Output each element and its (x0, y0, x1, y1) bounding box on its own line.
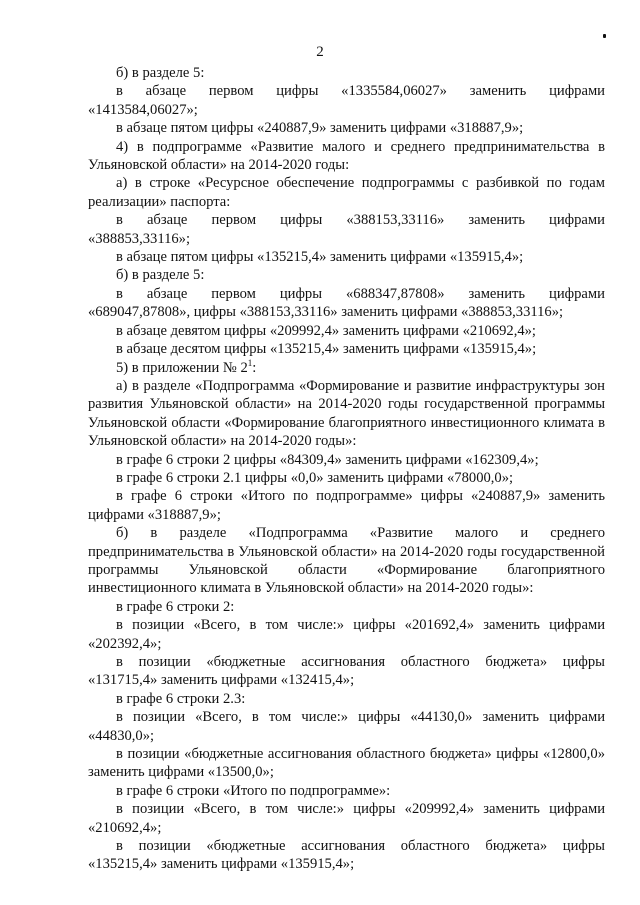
paragraph: а) в разделе «Подпрограмма «Формирование и развитие инфраструктуры зон развития Ульяновской области» на 2014-2020 годы государственной программы Ульяновской области «Формирование благоприятного инвестиционного климата в Ульяновской области» на 2014-2020 годы»: (88, 377, 605, 450)
word: первом (208, 83, 254, 100)
paragraph (88, 359, 605, 377)
paragraph: б) в разделе 5: (116, 65, 205, 81)
scan-mark (603, 34, 606, 38)
word: заменить (468, 285, 526, 302)
word: заменить (469, 83, 527, 100)
word: в (116, 212, 123, 229)
paragraph: б) в разделе 5: (116, 267, 205, 284)
footnote-superscript: 1 (247, 357, 253, 368)
paragraph: 4) в подпрограмме «Развитие малого и среднего предпринимательства в Ульяновской области» на 2014-2020 годы: (88, 138, 605, 174)
paragraph: в графе 6 строки 2.3: (116, 690, 246, 707)
word: цифры (280, 212, 323, 229)
paragraph: в позиции «бюджетные ассигнования областного бюджета» цифры «131715,4» заменить цифрами «132415,4»; (88, 654, 605, 689)
word: «388153,33116» (346, 212, 445, 229)
paragraph: в графе 6 строки 2 цифры «84309,4» заменить цифрами «162309,4»; (116, 451, 539, 468)
word: цифрами (549, 83, 605, 100)
word: первом (211, 285, 256, 302)
word: цифры (276, 83, 319, 100)
word: первом (211, 212, 257, 229)
paragraph: в абзаце пятом цифры «135215,4» заменить цифрами «135915,4»; (116, 249, 524, 266)
word: цифрами (549, 285, 605, 302)
paragraph: в позиции «бюджетные ассигнования областного бюджета» цифры «135215,4» заменить цифрами «135915,4»; (88, 838, 605, 873)
paragraph-spread-line (88, 211, 605, 229)
paragraph: в позиции «Всего, в том числе:» цифры «209992,4» заменить цифрами «210692,4»; (88, 801, 605, 836)
paragraph: б) в разделе «Подпрограмма «Развитие малого и среднего предпринимательства в Ульяновской области» на 2014-2020 годы государственной программы Ульяновской области «Формирование благоприятного инвестиционного климата в Ульяновской области» на 2014-2020 годы»: (88, 525, 605, 597)
word: абзаце (145, 83, 187, 100)
paragraph: в абзаце пятом цифры «240887,9» заменить цифрами «318887,9»; (116, 120, 524, 137)
paragraph: в графе 6 строки 2: (116, 598, 235, 615)
paragraph: а) в строке «Ресурсное обеспечение подпрограммы с разбивкой по годам реализации» паспорта: (88, 175, 605, 210)
word: цифры (279, 285, 323, 302)
paragraph-continuation: «388853,33116»; (88, 230, 191, 247)
word: заменить (468, 212, 525, 229)
paragraph-spread-line (88, 285, 605, 303)
page-number: 2 (316, 44, 324, 60)
paragraph: в позиции «бюджетные ассигнования областного бюджета» цифры «12800,0» заменить цифрами «13500,0»; (88, 746, 605, 781)
paragraph-continuation: «689047,87808», цифры «388153,33116» заменить цифрами «388853,33116»; (88, 304, 564, 321)
paragraph-spread-line (88, 82, 605, 100)
paragraph: в позиции «Всего, в том числе:» цифры «44130,0» заменить цифрами «44830,0»; (88, 709, 605, 744)
paragraph-continuation: «1413584,06027»; (88, 101, 198, 118)
word: в (116, 285, 123, 302)
paragraph: в позиции «Всего, в том числе:» цифры «201692,4» заменить цифрами «202392,4»; (88, 617, 605, 652)
paragraph-text: 5) в приложении № 2 (116, 359, 248, 376)
paragraph: в абзаце десятом цифры «135215,4» заменить цифрами «135915,4»; (116, 341, 537, 358)
word: в (116, 83, 123, 100)
paragraph: в графе 6 строки «Итого по подпрограмме»: (116, 782, 391, 799)
paragraph: в графе 6 строки «Итого по подпрограмме» цифры «240887,9» заменить цифрами «318887,9»; (88, 488, 605, 523)
word: «1335584,06027» (341, 83, 447, 100)
word: «688347,87808» (345, 285, 445, 302)
word: абзаце (146, 285, 188, 302)
word: абзаце (146, 212, 188, 229)
word: цифрами (549, 212, 605, 229)
paragraph: в абзаце девятом цифры «209992,4» заменить цифрами «210692,4»; (116, 322, 536, 339)
paragraph-tail: : (252, 359, 257, 376)
document-body (88, 64, 605, 874)
paragraph: в графе 6 строки 2.1 цифры «0,0» заменить цифрами «78000,0»; (116, 469, 514, 486)
